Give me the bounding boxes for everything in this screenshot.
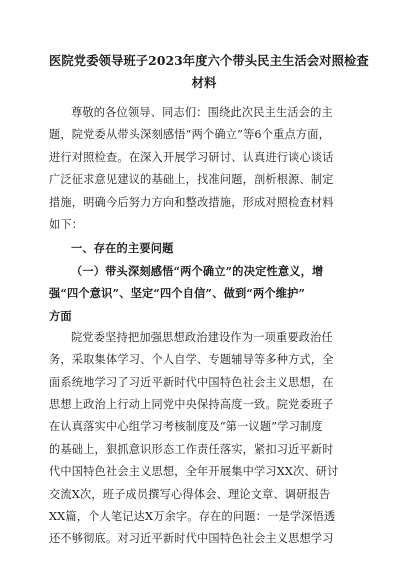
main-line-10: 还不够彻底。对习近平新时代中国特色社会主义思想学习: [49, 532, 334, 546]
main-line-4: 思想上政治上行动上同党中央保持高度一致。院党委班子: [49, 398, 334, 412]
intro-line-2: 题，院党委从带头深刻感悟“两个确立”等6个重点方面，: [49, 128, 331, 142]
main-line-5: 在认真落实中心组学习考核制度及“第一议题”学习制度: [49, 420, 323, 434]
main-line-7: 代中国特色社会主义思想，全年开展集中学习XX次、研讨: [49, 465, 339, 479]
document-title: [49, 50, 369, 94]
main-line-8: 交流X次，班子成员撰写心得体会、理论文章、调研报告: [49, 487, 331, 501]
intro-line-1: 尊敬的各位领导、同志们：围绕此次民主生活会的主: [71, 106, 333, 119]
intro-line-5: 措施，明确今后努力方向和整改措施，形成对照检查材料: [49, 195, 334, 209]
subheading-line-2: 强“四个意识”、坚定“四个自信”、做到“两个维护”: [49, 286, 306, 301]
main-paragraph: [49, 327, 359, 551]
intro-line-4: 广泛征求意见建议的基础上，找准问题，剖析根源、制定: [49, 173, 334, 187]
section-heading: 一、存在的主要问题: [71, 241, 174, 256]
main-line-6: 的基础上，狠抓意识形态工作责任落实，紧扣习近平新时: [49, 442, 334, 456]
main-line-3: 面系统地学习了习近平新时代中国特色社会主义思想，在: [49, 375, 334, 389]
intro-line-3: 进行对照检查。在深入开展学习研讨、认真进行谈心谈话: [49, 150, 334, 164]
document-body: [49, 102, 359, 551]
subheading-line-1: （一）带头深刻感悟“两个确立”的决定性意义，增: [71, 263, 324, 278]
main-line-1: 院党委坚持把加强思想政治建设作为一项重要政治任: [71, 330, 333, 344]
main-line-9: XX篇，个人笔记达X万余字。存在的问题：一是学深悟透: [49, 510, 336, 524]
intro-line-6: 如下：: [49, 217, 84, 231]
title-line-2: 材料: [191, 75, 217, 90]
subheading: [49, 260, 359, 327]
intro-paragraph: [49, 102, 359, 236]
title-line-1: 医院党委领导班子2023年度六个带头民主生活会对照检查: [49, 53, 369, 68]
subheading-line-3: 方面: [49, 308, 72, 323]
main-line-2: 务，采取集体学习、个人自学、专题辅导等多种方式，全: [49, 353, 334, 367]
